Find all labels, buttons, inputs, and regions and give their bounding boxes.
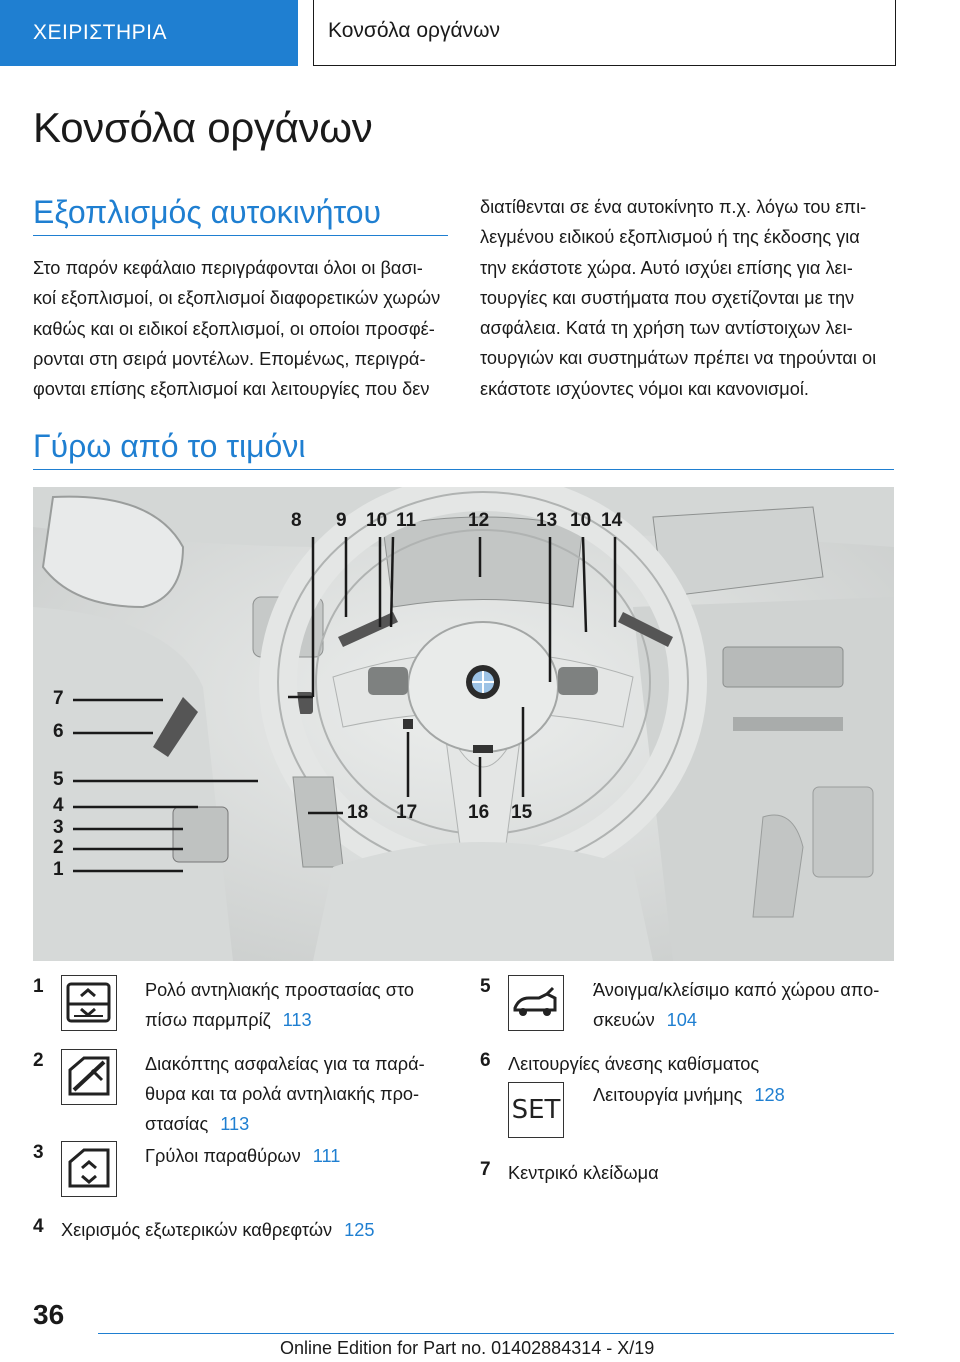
header-chapter-label: Κονσόλα οργάνων: [328, 18, 500, 42]
legend-text-3: [145, 1141, 340, 1171]
callout-3: 3: [53, 817, 64, 838]
text-line: εκάστοτε ισχύοντες νόμοι και κανονισμοί.: [480, 378, 809, 399]
page-ref-link[interactable]: 128: [754, 1085, 785, 1105]
text-line: λεγμένου ειδικού εξοπλισμού ή της έκδοσης για: [480, 227, 860, 248]
page-title: Κονσόλα οργάνων: [33, 104, 373, 151]
text-line: Στο παρόν κεφάλαιο περιγράφονται όλοι οι βασι-: [33, 258, 423, 278]
legend-line: Χειρισμός εξωτερικών καθρεφτών 125: [61, 1220, 375, 1240]
callout-1: 1: [53, 859, 64, 880]
legend-num-5: 5: [480, 976, 491, 997]
window-safety-switch-icon: [61, 1049, 117, 1105]
text-line: κοί εξοπλισμοί, οι εξοπλισμοί διαφορετικών χωρών: [33, 288, 441, 309]
page-ref-link[interactable]: 111: [312, 1146, 341, 1166]
memory-set-icon: [508, 1082, 564, 1138]
text-line: ασφάλεια. Κατά τη χρήση των αντίστοιχων λει-: [480, 318, 853, 339]
legend-num-3: 3: [33, 1142, 44, 1163]
trunk-lid-icon: [508, 975, 564, 1031]
legend-num-7: 7: [480, 1159, 491, 1180]
callout-6: 6: [53, 721, 64, 742]
callout-11: 11: [396, 510, 417, 531]
legend-line: σκευών 104: [593, 1010, 698, 1030]
page-ref-link[interactable]: 125: [344, 1220, 375, 1240]
callout-12: 12: [468, 510, 490, 531]
cockpit-illustration: [33, 487, 894, 961]
text-line: τουργίες και συστήματα που σχετίζονται με την: [480, 287, 855, 308]
legend-line: Άνοιγμα/κλείσιμο καπό χώρου απο-: [593, 980, 880, 1000]
legend-text-6: Λειτουργίες άνεσης καθίσματος: [508, 1054, 760, 1074]
text-line: φονται επίσης εξοπλισμοί και λειτουργίες που δεν: [33, 379, 430, 400]
text-line: την εκάστοτε χώρα. Αυτό ισχύει επίσης για λει-: [480, 257, 853, 278]
legend-line: Λειτουργία μνήμης 128: [593, 1085, 785, 1105]
legend-text-1: [145, 975, 414, 1035]
page-ref-link[interactable]: 104: [666, 1010, 698, 1030]
callout-5: 5: [53, 769, 64, 790]
legend-text-5: [593, 975, 879, 1035]
callout-14: 14: [601, 510, 623, 531]
page-ref-link[interactable]: 113: [282, 1010, 312, 1030]
callout-numbers: [33, 487, 894, 961]
callout-17: 17: [396, 802, 418, 823]
legend-text-7: Κεντρικό κλείδωμα: [508, 1163, 659, 1183]
callout-15: 15: [511, 802, 533, 823]
callout-8: 8: [291, 510, 302, 531]
legend-line: πίσω παρμπρίζ 113: [145, 1010, 312, 1030]
legend-num-4: 4: [33, 1216, 44, 1237]
power-window-icon: [61, 1141, 117, 1197]
legend-num-2: 2: [33, 1050, 44, 1071]
header-section-tab: [0, 0, 298, 66]
header-section-label: ΧΕΙΡΙΣΤΗΡΙΑ: [33, 21, 168, 44]
legend-line: Διακόπτης ασφαλείας για τα παρά-: [145, 1054, 425, 1074]
callout-10-left: 10: [366, 510, 388, 531]
legend-line: στασίας 113: [145, 1114, 250, 1134]
text-line: διατίθενται σε ένα αυτοκίνητο π.χ. λόγω του επι-: [480, 197, 867, 217]
callout-7: 7: [53, 688, 64, 709]
text-line: καθώς και οι ειδικοί εξοπλισμοί, οι οποίοι προσφέ-: [33, 318, 435, 339]
footer-edition: Online Edition for Part no. 01402884314 - X/19: [280, 1338, 655, 1358]
legend-num-6: 6: [480, 1050, 491, 1071]
section-rule: [33, 469, 894, 470]
page-ref-link[interactable]: 113: [220, 1114, 250, 1134]
callout-10-right: 10: [570, 510, 592, 531]
legend-text-6-sub: [593, 1080, 785, 1110]
section-heading-equipment: Εξοπλισμός αυτοκινήτου: [33, 194, 382, 230]
legend-line: Γρύλοι παραθύρων 111: [145, 1146, 341, 1166]
legend-line: θυρα και τα ρολά αντηλιακής προ-: [145, 1084, 420, 1104]
footer-rule: [98, 1333, 894, 1334]
equipment-text-left: [33, 253, 458, 404]
callout-18: 18: [347, 802, 369, 823]
set-icon-label: SET: [511, 1095, 561, 1125]
callout-4: 4: [53, 795, 64, 816]
text-line: τουργιών και συστημάτων πρέπει να τηρούνται οι: [480, 348, 877, 369]
section-heading-steering: Γύρω από το τιμόνι: [33, 428, 306, 464]
legend-text-2: [145, 1049, 425, 1139]
header-chapter-box: [313, 0, 896, 66]
callout-16: 16: [468, 802, 490, 823]
callout-2: 2: [53, 837, 64, 858]
legend-text-4: [61, 1215, 374, 1245]
callout-13: 13: [536, 510, 558, 531]
rear-sunblind-icon: [61, 975, 117, 1031]
section-rule: [33, 235, 448, 236]
callout-9: 9: [336, 510, 347, 531]
page-number: 36: [33, 1299, 65, 1330]
legend-line: Ρολό αντηλιακής προστασίας στο: [145, 980, 415, 1000]
equipment-text-right: [480, 192, 894, 404]
legend-num-1: 1: [33, 976, 44, 997]
text-line: ρονται στη σειρά μοντέλων. Επομένως, περιγρά-: [33, 348, 426, 369]
